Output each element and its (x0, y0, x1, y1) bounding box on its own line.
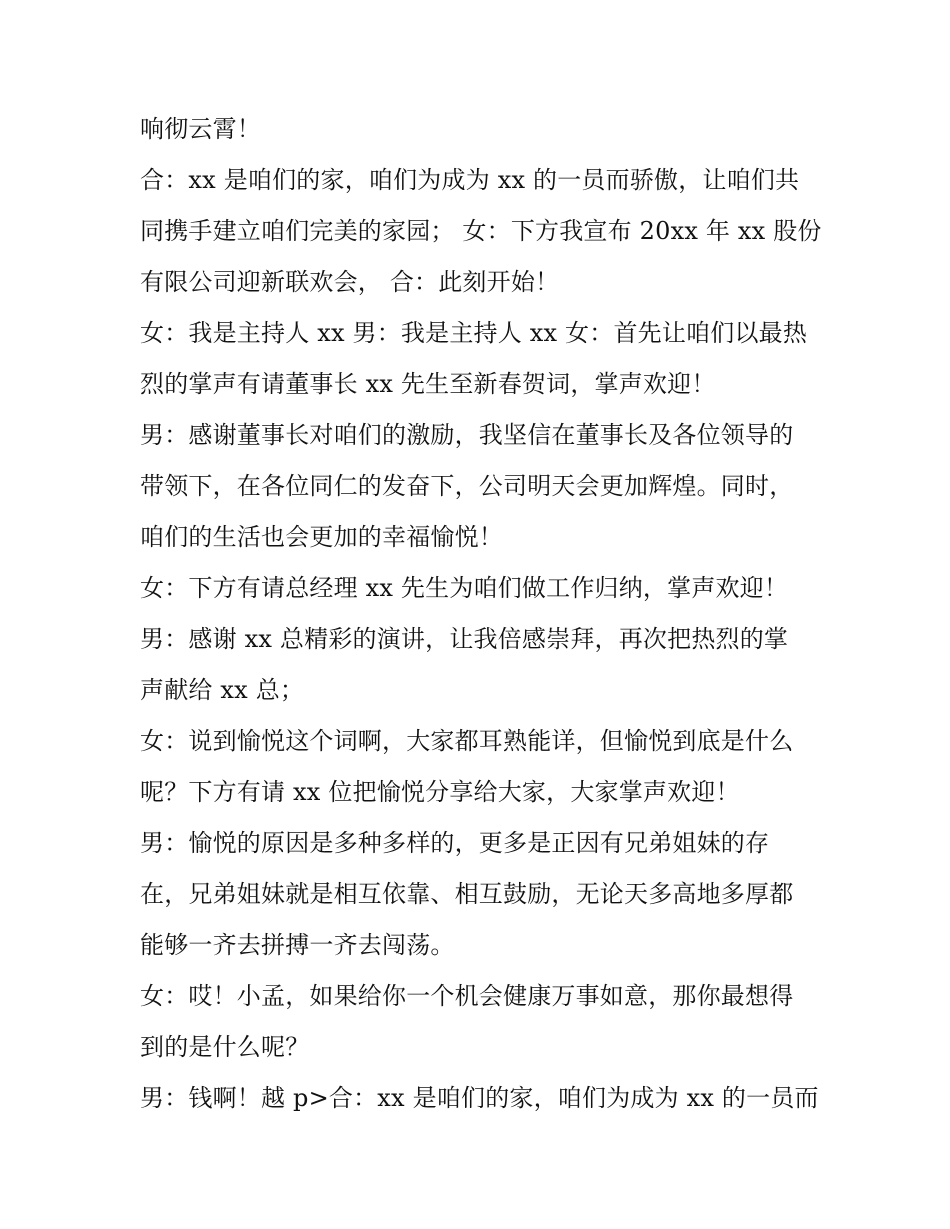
text-line: 到的是什么呢？ (140, 1033, 310, 1061)
document-body (140, 104, 820, 1124)
text-line: 呢？下方有请 xx 位把愉悦分享给大家，大家掌声欢迎！ (140, 778, 740, 806)
text-line: 同携手建立咱们完美的家园； 女：下方我宣布 20xx 年 xx 股份 (140, 217, 822, 245)
text-line: 女：我是主持人 xx 男：我是主持人 xx 女：首先让咱们以最热 (140, 319, 808, 347)
text-line: 男：感谢 xx 总精彩的演讲，让我倍感崇拜，再次把热烈的掌 (140, 625, 789, 653)
text-line: 咱们的生活也会更加的幸福愉悦！ (140, 523, 503, 551)
text-line: 带领下，在各位同仁的发奋下，公司明天会更加辉煌。同时， (140, 472, 794, 500)
text-line: 女：说到愉悦这个词啊，大家都耳熟能详，但愉悦到底是什么 (140, 727, 794, 755)
text-line: 在，兄弟姐妹就是相互依靠、相互鼓励，无论天多高地多厚都 (140, 880, 794, 908)
text-line: 有限公司迎新联欢会， 合：此刻开始！ (140, 268, 560, 296)
text-line: 女：哎！小孟，如果给你一个机会健康万事如意，那你最想得 (140, 982, 794, 1010)
text-line: 合：xx 是咱们的家，咱们为成为 xx 的一员而骄傲，让咱们共 (140, 166, 800, 194)
text-line: 烈的掌声有请董事长 xx 先生至新春贺词，掌声欢迎！ (140, 370, 716, 398)
text-line: 响彻云霄！ (140, 115, 261, 143)
text-line: 男：钱啊！越 p>合：xx 是咱们的家，咱们为成为 xx 的一员而 (140, 1084, 819, 1112)
text-line: 男：愉悦的原因是多种多样的，更多是正因有兄弟姐妹的存 (140, 829, 770, 857)
text-line: 女：下方有请总经理 xx 先生为咱们做工作归纳，掌声欢迎！ (140, 574, 789, 602)
text-line: 男：感谢董事长对咱们的激励，我坚信在董事长及各位领导的 (140, 421, 794, 449)
text-line: 能够一齐去拼搏一齐去闯荡。 (140, 931, 455, 959)
text-line: 声献给 xx 总； (140, 676, 305, 704)
